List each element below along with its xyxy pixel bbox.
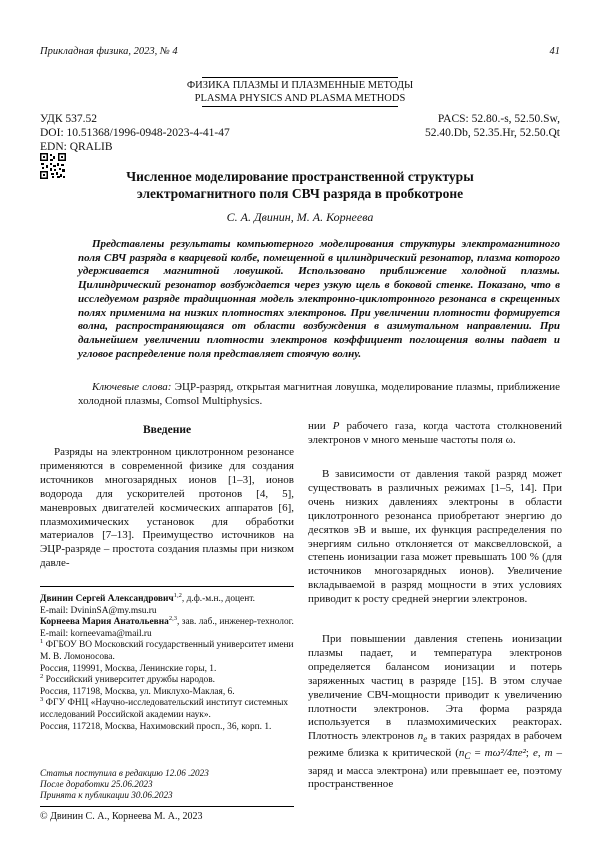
keywords-label: Ключевые слова: bbox=[92, 381, 172, 393]
symbol-n: n bbox=[458, 747, 465, 760]
author-2-position: , зав. лаб., инженер-технолог. bbox=[177, 617, 294, 628]
section-rule-bottom bbox=[202, 106, 398, 107]
udk-code: УДК 537.52 bbox=[40, 113, 97, 125]
date-revised: После доработки 25.06.2023 bbox=[40, 779, 153, 789]
symbol-subscript: e bbox=[423, 734, 428, 745]
affiliation-3-mark: 3 bbox=[40, 696, 44, 704]
affiliation-1-address: Россия, 119991, Москва, Ленинские горы, 1. bbox=[40, 663, 217, 674]
symbol-electron-density bbox=[417, 730, 428, 745]
affiliation-1 bbox=[40, 640, 294, 663]
affiliation-2-address: Россия, 117198, Москва, ул. Миклухо-Маклая, 6. bbox=[40, 686, 235, 697]
affiliation-3-address: Россия, 117218, Москва, Нахимовский просп., 36, корп. 1. bbox=[40, 721, 272, 732]
critical-density-formula: mω²/4πe² bbox=[484, 747, 526, 760]
intro-paragraph-2: В зависимости от давления такой разряд может существовать в различных режимах [1–5, 14]. При очень низких давлениях электроны в области циклотронного резонанса приобретают энергию до десятков эВ и выше, их функция распределения по энергиям сильно отклоняется от максвелловской, а степень ионизации газа может превышать 100 % (для источников многозарядных ионов). Увеличение вкладываемой в разряд мощности в этих условиях приводит к росту средней энергии электронов. bbox=[308, 468, 562, 606]
section-rule-top bbox=[202, 77, 398, 78]
affiliation-1-mark: 1 bbox=[40, 638, 44, 646]
text-run: ; bbox=[525, 747, 533, 760]
author-1-degree: , д.ф.-м.н., доцент. bbox=[181, 594, 255, 604]
symbol-mass: m bbox=[544, 747, 553, 760]
page-number: 41 bbox=[549, 46, 560, 57]
affiliation-2-mark: 2 bbox=[40, 673, 44, 681]
article-title-line-1: Численное моделирование пространственной структуры bbox=[126, 169, 474, 184]
author-2-info bbox=[40, 617, 294, 629]
intro-paragraph-3 bbox=[308, 633, 562, 792]
text-run: При повышении давления степень ионизации плазмы падает, и температура электронов определяется балансом ионизации и потерь заряженных частиц в разряде [15]. В этом случае увеличение СВЧ-мощности приводит к увеличению плотности электронов. Эта форма разряда используется в плазмохимических реакторах. Плотность электронов bbox=[308, 633, 562, 743]
affiliation-2-name: Российский университет дружбы народов. bbox=[43, 675, 215, 686]
author-2-affiliations: 2,3 bbox=[168, 615, 178, 623]
symbol-n: n bbox=[417, 730, 424, 743]
author-1-info bbox=[40, 591, 294, 606]
date-received: Статья поступила в редакцию 12.06 .2023 bbox=[40, 768, 209, 778]
author-1-name: Двинин Сергей Александрович bbox=[40, 594, 174, 604]
affiliation-1-name: ФГБОУ ВО Московский государственный университет имени М. В. Ломоносова. bbox=[40, 640, 294, 662]
intro-paragraph-1: Разряды на электронном циклотронном резонансе применяются в современной физике для создания источников многозарядных ионов [1–3], ионов водорода для ускорителей протонов [4, 5], маневровых двигателей космических аппаратов [6], плазмохимических установок для обработки материалов [7–13]. Преимущество источников на ЭЦР-разряде – простота создания плазмы при низком давле- bbox=[40, 446, 294, 570]
symbol-subscript: C bbox=[464, 751, 471, 762]
keywords bbox=[78, 381, 560, 408]
doi: DOI: 10.51368/1996-0948-2023-4-41-47 bbox=[40, 127, 230, 139]
symbol-charge: e bbox=[532, 747, 538, 760]
article-dates bbox=[40, 768, 294, 801]
authors: С. А. Двинин, М. А. Корнеева bbox=[226, 210, 374, 224]
article-title-line-2: электромагнитного поля СВЧ разряда в пробкотроне bbox=[136, 186, 464, 201]
author-1-affiliations: 1,2 bbox=[173, 591, 182, 599]
copyright: © Двинин С. А., Корнеева М. А., 2023 bbox=[40, 811, 203, 822]
text-run: – заряд и масса электрона) или превышает ее, поэтому пространственное bbox=[308, 747, 563, 791]
edn: EDN: QRALIB bbox=[40, 141, 113, 153]
symbol-collision-frequency: ν bbox=[363, 433, 369, 446]
journal-running-title: Прикладная физика, 2023, № 4 bbox=[40, 46, 178, 57]
text-run: . bbox=[512, 433, 516, 446]
pacs-line-2: 52.40.Db, 52.35.Hr, 52.50.Qt bbox=[425, 127, 560, 139]
pacs-line-1: PACS: 52.80.-s, 52.50.Sw, bbox=[437, 113, 560, 125]
affiliation-3 bbox=[40, 698, 294, 721]
author-footnotes bbox=[40, 591, 294, 733]
intro-heading: Введение bbox=[142, 424, 192, 436]
symbol-critical-density bbox=[458, 747, 471, 762]
affiliation-3-name: ФГУ ФНЦ «Научно-исследовательский институт системных исследований Российской академии наук». bbox=[40, 698, 289, 720]
pacs-codes bbox=[425, 112, 560, 140]
copyright-rule bbox=[40, 806, 294, 807]
abstract: Представлены результаты компьютерного моделирования структуры электромагнитного поля СВЧ разряда в кварцевой колбе, помещенной в цилиндрический резонатор, плазма которого удерживается магнитной ловушкой. Использовано приближение холодной плазмы. Цилиндрический резонатор возбуждается через узкую щель в боковой стенке. Показано, что в исследуемом разряде традиционная модель электронно-циклотронного резонанса в скрещенных полях применима на низких плотностях электронов. При увеличении плотности формируется волна, распространяющаяся от области возбуждения в азимутальном направлении. При дальнейшем увеличении плотности электронов коэффициент поглощения волны падает и угловое распределение поля представляет стоячую волну. bbox=[78, 238, 560, 360]
article-identifiers bbox=[40, 112, 230, 154]
section-title-ru: ФИЗИКА ПЛАЗМЫ И ПЛАЗМЕННЫЕ МЕТОДЫ bbox=[186, 80, 414, 91]
article-title bbox=[60, 168, 540, 202]
text-run: = bbox=[470, 747, 485, 760]
text-run: рабочего газа, когда частота столкновений электронов bbox=[308, 420, 562, 446]
text-run: в таких разрядах в рабочем режиме близка к критической ( bbox=[308, 730, 563, 760]
text-run: много меньше частоты поля bbox=[368, 433, 506, 446]
footnote-rule bbox=[40, 586, 294, 587]
text-run: нии bbox=[308, 420, 333, 432]
author-1-email: E-mail: DvininSA@my.msu.ru bbox=[40, 605, 157, 616]
intro-paragraph-1-continued bbox=[308, 420, 562, 448]
date-accepted: Принята к публикации 30.06.2023 bbox=[40, 790, 173, 800]
author-2-name: Корнеева Мария Анатольевна bbox=[40, 617, 169, 628]
author-2-email: E-mail: korneevama@mail.ru bbox=[40, 628, 152, 639]
section-title-en: PLASMA PHYSICS AND PLASMA METHODS bbox=[194, 93, 406, 104]
text-run: , bbox=[537, 747, 545, 760]
keywords-text: ЭЦР-разряд, открытая магнитная ловушка, моделирование плазмы, приближение холодной плазмы, Comsol Multiphysics. bbox=[78, 381, 560, 407]
affiliation-2 bbox=[40, 675, 294, 687]
symbol-pressure: P bbox=[332, 420, 340, 432]
symbol-field-frequency: ω bbox=[505, 433, 513, 446]
